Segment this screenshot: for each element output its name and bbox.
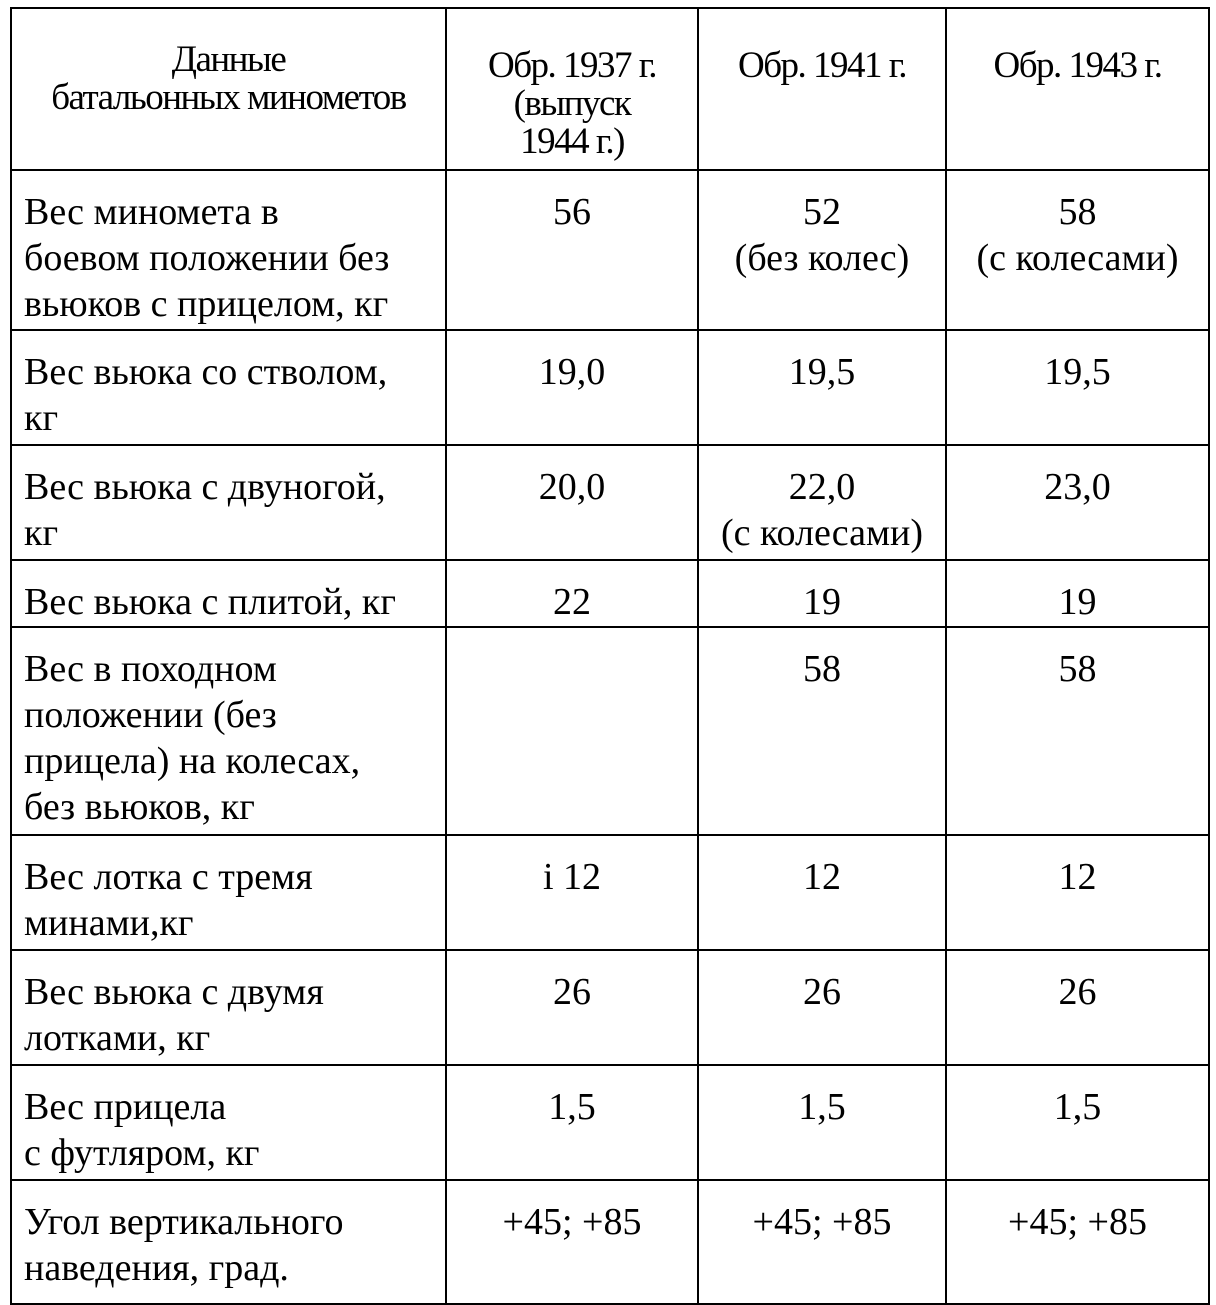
value-cell-1937 — [446, 835, 698, 950]
cell-text: Вес прицела — [24, 1086, 227, 1128]
cell-text: 12 — [803, 856, 841, 898]
cell-text: 22,0 — [788, 466, 856, 508]
value-cell-1937 — [446, 1065, 698, 1180]
cell-text: с футляром, кг — [24, 1132, 260, 1174]
value-cell-1941 — [698, 330, 946, 445]
row-elevation-angle — [11, 1180, 1209, 1304]
header-cell-parameter — [11, 8, 446, 170]
cell-text: Вес вьюка с двуногой, — [24, 466, 386, 508]
row-baseplate-pack-weight — [11, 560, 1209, 627]
row-two-trays-pack-weight — [11, 950, 1209, 1065]
row-travel-weight — [11, 627, 1209, 835]
value-cell-1943 — [946, 1180, 1209, 1304]
value-cell-1941 — [698, 627, 946, 835]
cell-text: 26 — [803, 971, 841, 1013]
cell-text: 19,5 — [788, 351, 856, 393]
header-text: 1944 г.) — [520, 121, 624, 162]
row-label-cell — [11, 627, 446, 835]
cell-text: положении (без — [24, 694, 277, 736]
cell-text: 58 — [1058, 191, 1097, 233]
cell-text: 19 — [1058, 581, 1097, 623]
value-cell-1943 — [946, 170, 1209, 330]
header-row — [11, 8, 1209, 170]
cell-text: Вес миномета в — [24, 191, 279, 233]
row-sight-weight — [11, 1065, 1209, 1180]
value-cell-1937 — [446, 950, 698, 1065]
value-cell-1937 — [446, 170, 698, 330]
value-cell-1943 — [946, 835, 1209, 950]
cell-text: Вес вьюка с плитой, кг — [24, 581, 396, 623]
row-tray-weight — [11, 835, 1209, 950]
value-cell-1937 — [446, 627, 698, 835]
cell-text: 12 — [1058, 856, 1097, 898]
value-cell-1941 — [698, 1065, 946, 1180]
value-cell-1943 — [946, 560, 1209, 627]
cell-text: 26 — [1058, 971, 1097, 1013]
cell-text: 1,5 — [548, 1086, 596, 1128]
cell-text: 19 — [803, 581, 841, 623]
header-cell-1937 — [446, 8, 698, 170]
cell-text: 52 — [803, 191, 841, 233]
row-label-cell — [11, 560, 446, 627]
cell-text: 19,0 — [538, 351, 606, 393]
cell-text: прицела) на колесах, — [24, 740, 361, 782]
row-label-cell — [11, 835, 446, 950]
header-cell-1943 — [946, 8, 1209, 170]
value-cell-1941 — [698, 950, 946, 1065]
value-cell-1943 — [946, 627, 1209, 835]
header-text: Обр. 1941 г. — [737, 45, 907, 86]
cell-text: Вес лотка с тремя — [24, 856, 313, 898]
row-label-cell — [11, 950, 446, 1065]
value-cell-1943 — [946, 445, 1209, 560]
header-text: Обр. 1937 г. — [487, 45, 657, 86]
value-cell-1943 — [946, 330, 1209, 445]
cell-text: вьюков с прицелом, кг — [24, 283, 389, 325]
cell-text: 20,0 — [538, 466, 606, 508]
value-cell-1941 — [698, 445, 946, 560]
table-body — [11, 170, 1209, 1304]
cell-text: (без колес) — [734, 237, 910, 279]
row-label-cell — [11, 445, 446, 560]
value-cell-1937 — [446, 445, 698, 560]
header-text: Данные — [171, 39, 286, 80]
cell-text: 22 — [553, 581, 591, 623]
cell-text: наведения, град. — [24, 1247, 289, 1289]
header-text: (выпуск — [513, 83, 631, 124]
cell-text: без вьюков, кг — [24, 786, 255, 828]
cell-text: Вес вьюка с двумя — [24, 971, 324, 1013]
cell-text: 56 — [553, 191, 591, 233]
header-text: батальонных минометов — [51, 77, 406, 118]
cell-text: +45; +85 — [752, 1201, 892, 1243]
row-label-cell — [11, 1065, 446, 1180]
value-cell-1941 — [698, 1180, 946, 1304]
value-cell-1941 — [698, 170, 946, 330]
value-cell-1941 — [698, 560, 946, 627]
value-cell-1941 — [698, 835, 946, 950]
value-cell-1943 — [946, 1065, 1209, 1180]
cell-text: боевом положении без — [24, 237, 390, 279]
header-cell-1941 — [698, 8, 946, 170]
cell-text: 1,5 — [1053, 1086, 1102, 1128]
cell-text: 26 — [553, 971, 591, 1013]
cell-text: 23,0 — [1044, 466, 1111, 508]
cell-text: (с колесами) — [720, 512, 924, 554]
row-label-cell — [11, 170, 446, 330]
mortar-data-table — [10, 7, 1210, 1305]
cell-text: кг — [24, 397, 59, 439]
cell-text: Угол вертикального — [24, 1201, 344, 1243]
row-combat-weight — [11, 170, 1209, 330]
cell-text: i 12 — [542, 856, 602, 898]
cell-text: +45; +85 — [502, 1201, 642, 1243]
value-cell-1937 — [446, 1180, 698, 1304]
cell-text: 58 — [1058, 648, 1097, 690]
value-cell-1937 — [446, 560, 698, 627]
cell-text: Вес вьюка со стволом, — [24, 351, 388, 393]
row-label-cell — [11, 330, 446, 445]
row-bipod-pack-weight — [11, 445, 1209, 560]
row-barrel-pack-weight — [11, 330, 1209, 445]
value-cell-1937 — [446, 330, 698, 445]
cell-text: 19,5 — [1044, 351, 1111, 393]
header-text: Обр. 1943 г. — [993, 45, 1162, 86]
cell-text: минами,кг — [24, 902, 194, 944]
cell-text: 1,5 — [798, 1086, 846, 1128]
cell-text: кг — [24, 512, 59, 554]
cell-text: (с колесами) — [976, 237, 1179, 279]
row-label-cell — [11, 1180, 446, 1304]
cell-text: лотками, кг — [24, 1017, 211, 1059]
cell-text: +45; +85 — [1008, 1201, 1147, 1243]
cell-text: Вес в походном — [24, 648, 277, 690]
value-cell-1943 — [946, 950, 1209, 1065]
cell-text: 58 — [803, 648, 841, 690]
